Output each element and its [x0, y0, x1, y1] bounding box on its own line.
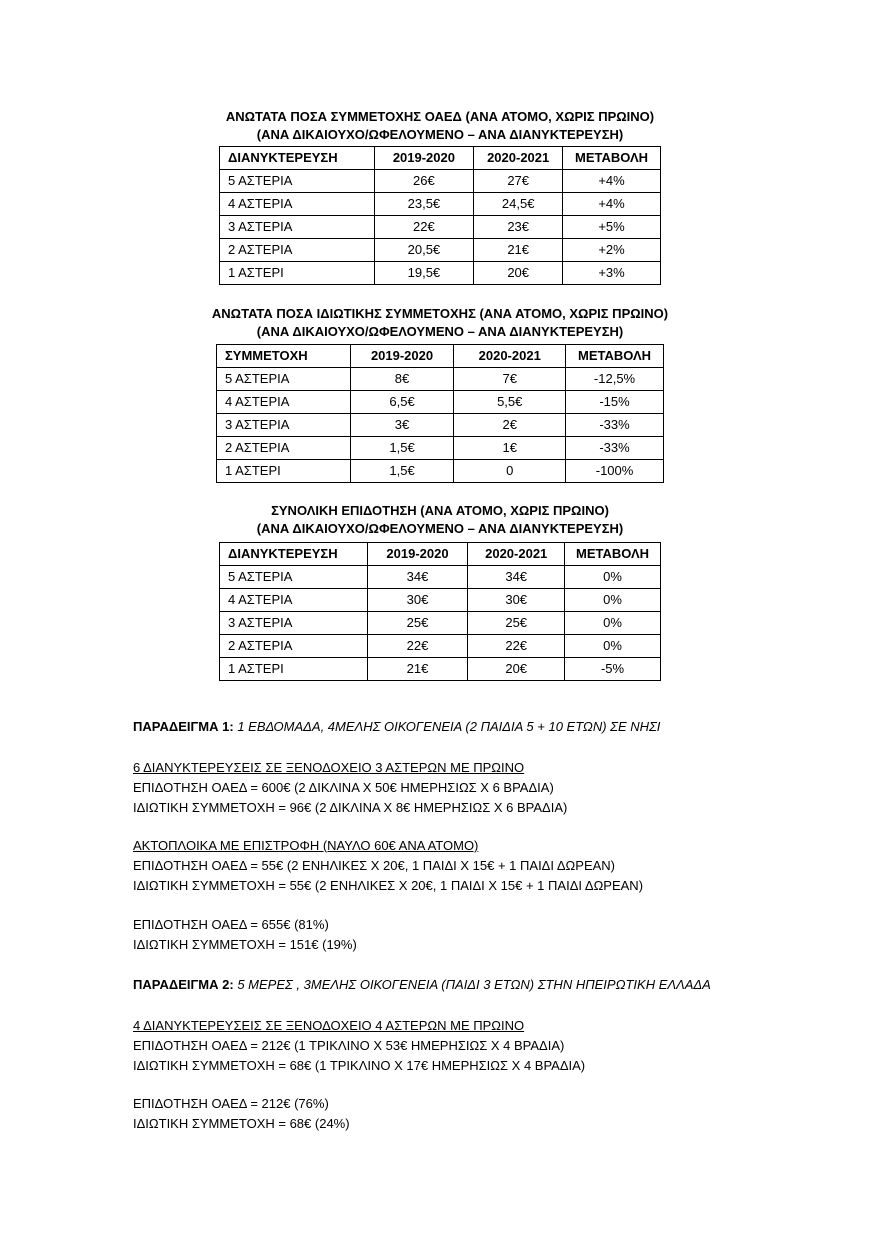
table-cell: 20€: [468, 658, 565, 681]
table-row: [220, 239, 661, 262]
example1-totals: [133, 915, 357, 955]
table-row: [220, 658, 661, 681]
example1-ferry-block: [133, 836, 643, 896]
example1-total-oaed: ΕΠΙΔΟΤΗΣΗ ΟΑΕΔ = 655€ (81%): [133, 917, 329, 932]
table1-title-line1: ΑΝΩΤΑΤΑ ΠΟΣΑ ΣΥΜΜΕΤΟΧΗΣ ΟΑΕΔ (ΑΝΑ ΑΤΟΜΟ, ΧΩΡΙΣ ΠΡΩΙΝΟ): [225, 109, 655, 124]
table-row: [220, 635, 661, 658]
table3: [219, 542, 661, 681]
example1-description: 1 ΕΒΔΟΜΑΔΑ, 4ΜΕΛΗΣ ΟΙΚΟΓΕΝΕΙΑ (2 ΠΑΙΔΙΑ 5 + 10 ΕΤΩΝ) ΣΕ ΝΗΣΙ: [237, 719, 661, 734]
example1-label: ΠΑΡΑΔΕΙΓΜΑ 1:: [133, 719, 234, 734]
table-cell: +4%: [563, 170, 661, 193]
header-cell: ΣΥΜΜΕΤΟΧΗ: [217, 345, 351, 368]
table-row: [217, 460, 664, 483]
table-cell: 24,5€: [474, 193, 563, 216]
example1-hotel-private: ΙΔΙΩΤΙΚΗ ΣΥΜΜΕΤΟΧΗ = 96€ (2 ΔΙΚΛΙΝΑ Χ 8€ ΗΜΕΡΗΣΙΩΣ Χ 6 ΒΡΑΔΙΑ): [133, 800, 568, 815]
example2-label: ΠΑΡΑΔΕΙΓΜΑ 2:: [133, 977, 234, 992]
table-cell: +3%: [563, 262, 661, 285]
table-cell: 2 ΑΣΤΕΡΙΑ: [220, 635, 368, 658]
table-cell: 34€: [367, 566, 468, 589]
table-cell: 1 ΑΣΤΕΡΙ: [220, 658, 368, 681]
table-cell: 26€: [374, 170, 474, 193]
table-row: [220, 612, 661, 635]
example1-total-private: ΙΔΙΩΤΙΚΗ ΣΥΜΜΕΤΟΧΗ = 151€ (19%): [133, 937, 357, 952]
table-cell: -100%: [566, 460, 664, 483]
example2-hotel-oaed: ΕΠΙΔΟΤΗΣΗ ΟΑΕΔ = 212€ (1 ΤΡΙΚΛΙΝΟ Χ 53€ ΗΜΕΡΗΣΙΩΣ Χ 4 ΒΡΑΔΙΑ): [133, 1038, 565, 1053]
header-cell: 2020-2021: [454, 345, 566, 368]
table-cell: 23,5€: [374, 193, 474, 216]
table-cell: 5 ΑΣΤΕΡΙΑ: [217, 368, 351, 391]
table-cell: 34€: [468, 566, 565, 589]
table-cell: 2 ΑΣΤΕΡΙΑ: [217, 437, 351, 460]
example1-ferry-private: ΙΔΙΩΤΙΚΗ ΣΥΜΜΕΤΟΧΗ = 55€ (2 ΕΝΗΛΙΚΕΣ Χ 20€, 1 ΠΑΙΔΙ Χ 15€ + 1 ΠΑΙΔΙ ΔΩΡΕΑΝ): [133, 878, 644, 893]
example1-hotel-oaed: ΕΠΙΔΟΤΗΣΗ ΟΑΕΔ = 600€ (2 ΔΙΚΛΙΝΑ Χ 50€ ΗΜΕΡΗΣΙΩΣ Χ 6 ΒΡΑΔΙΑ): [133, 780, 554, 795]
table-cell: 25€: [367, 612, 468, 635]
table-row: [217, 391, 664, 414]
header-cell: ΜΕΤΑΒΟΛΗ: [563, 147, 661, 170]
table-cell: 22€: [367, 635, 468, 658]
header-cell: ΜΕΤΑΒΟΛΗ: [566, 345, 664, 368]
table2-title: [0, 305, 880, 341]
example2-hotel-private: ΙΔΙΩΤΙΚΗ ΣΥΜΜΕΤΟΧΗ = 68€ (1 ΤΡΙΚΛΙΝΟ Χ 17€ ΗΜΕΡΗΣΙΩΣ Χ 4 ΒΡΑΔΙΑ): [133, 1058, 586, 1073]
table-cell: 20,5€: [374, 239, 474, 262]
table-row: [220, 566, 661, 589]
header-cell: 2019-2020: [374, 147, 474, 170]
table-cell: 3€: [350, 414, 454, 437]
table-cell: 1,5€: [350, 437, 454, 460]
table-cell: -33%: [566, 414, 664, 437]
header-cell: 2020-2021: [474, 147, 563, 170]
table-cell: +4%: [563, 193, 661, 216]
table3-title-line2: (ΑΝΑ ΔΙΚΑΙΟΥΧΟ/ΩΦΕΛΟΥΜΕΝΟ – ΑΝΑ ΔΙΑΝΥΚΤΕΡΕΥΣΗ): [256, 521, 624, 536]
example2-description: 5 ΜΕΡΕΣ , 3ΜΕΛΗΣ ΟΙΚΟΓΕΝΕΙΑ (ΠΑΙΔΙ 3 ΕΤΩΝ) ΣΤΗΝ ΗΠΕΙΡΩΤΙΚΗ ΕΛΛΑΔΑ: [237, 977, 711, 992]
table-cell: 1,5€: [350, 460, 454, 483]
table-cell: 21€: [367, 658, 468, 681]
table-cell: 5 ΑΣΤΕΡΙΑ: [220, 170, 375, 193]
table-cell: 8€: [350, 368, 454, 391]
table-cell: 1 ΑΣΤΕΡΙ: [220, 262, 375, 285]
header-cell: ΔΙΑΝΥΚΤΕΡΕΥΣΗ: [220, 147, 375, 170]
table-header-row: [220, 147, 661, 170]
table-cell: -15%: [566, 391, 664, 414]
example2-total-oaed: ΕΠΙΔΟΤΗΣΗ ΟΑΕΔ = 212€ (76%): [133, 1096, 329, 1111]
table-cell: +5%: [563, 216, 661, 239]
example2-heading: [133, 975, 711, 995]
table2: [216, 344, 664, 483]
table-cell: 0%: [565, 566, 661, 589]
table-row: [217, 368, 664, 391]
table-header-row: [220, 543, 661, 566]
table-row: [217, 414, 664, 437]
example1-ferry-oaed: ΕΠΙΔΟΤΗΣΗ ΟΑΕΔ = 55€ (2 ΕΝΗΛΙΚΕΣ Χ 20€, 1 ΠΑΙΔΙ Χ 15€ + 1 ΠΑΙΔΙ ΔΩΡΕΑΝ): [133, 858, 616, 873]
table-row: [220, 193, 661, 216]
header-cell: 2020-2021: [468, 543, 565, 566]
table1-title-line2: (ΑΝΑ ΔΙΚΑΙΟΥΧΟ/ΩΦΕΛΟΥΜΕΝΟ – ΑΝΑ ΔΙΑΝΥΚΤΕΡΕΥΣΗ): [256, 127, 624, 142]
table3-title: [0, 502, 880, 538]
table-cell: 1€: [454, 437, 566, 460]
table-cell: 4 ΑΣΤΕΡΙΑ: [220, 589, 368, 612]
table-cell: +2%: [563, 239, 661, 262]
table-cell: 1 ΑΣΤΕΡΙ: [217, 460, 351, 483]
table1-title: [0, 108, 880, 144]
example1-ferry-heading: ΑΚΤΟΠΛΟΙΚΑ ΜΕ ΕΠΙΣΤΡΟΦΗ (ΝΑΥΛΟ 60€ ΑΝΑ ΑΤΟΜΟ): [133, 838, 479, 853]
table-cell: 5 ΑΣΤΕΡΙΑ: [220, 566, 368, 589]
table2-title-line2: (ΑΝΑ ΔΙΚΑΙΟΥΧΟ/ΩΦΕΛΟΥΜΕΝΟ – ΑΝΑ ΔΙΑΝΥΚΤΕΡΕΥΣΗ): [256, 324, 624, 339]
example1-hotel-block: [133, 758, 567, 818]
table-cell: 6,5€: [350, 391, 454, 414]
table-row: [220, 216, 661, 239]
header-cell: 2019-2020: [350, 345, 454, 368]
example1-heading: [133, 717, 660, 737]
table-cell: 21€: [474, 239, 563, 262]
table-cell: 25€: [468, 612, 565, 635]
table-cell: 30€: [367, 589, 468, 612]
table2-title-line1: ΑΝΩΤΑΤΑ ΠΟΣΑ ΙΔΙΩΤΙΚΗΣ ΣΥΜΜΕΤΟΧΗΣ (ΑΝΑ ΑΤΟΜΟ, ΧΩΡΙΣ ΠΡΩΙΝΟ): [211, 306, 669, 321]
table-cell: 2 ΑΣΤΕΡΙΑ: [220, 239, 375, 262]
table-cell: 19,5€: [374, 262, 474, 285]
table-cell: 27€: [474, 170, 563, 193]
table3-title-line1: ΣΥΝΟΛΙΚΗ ΕΠΙΔΟΤΗΣΗ (ΑΝΑ ΑΤΟΜΟ, ΧΩΡΙΣ ΠΡΩΙΝΟ): [271, 503, 609, 518]
header-cell: ΔΙΑΝΥΚΤΕΡΕΥΣΗ: [220, 543, 368, 566]
table-cell: 3 ΑΣΤΕΡΙΑ: [220, 216, 375, 239]
table-cell: -12,5%: [566, 368, 664, 391]
example2-hotel-block: [133, 1016, 585, 1076]
table-cell: 4 ΑΣΤΕΡΙΑ: [220, 193, 375, 216]
table-cell: 30€: [468, 589, 565, 612]
table-cell: 0%: [565, 635, 661, 658]
table-cell: 3 ΑΣΤΕΡΙΑ: [220, 612, 368, 635]
table-row: [220, 170, 661, 193]
table-row: [220, 262, 661, 285]
table1: [219, 146, 661, 285]
table-cell: 0%: [565, 589, 661, 612]
table-cell: 23€: [474, 216, 563, 239]
table-cell: 20€: [474, 262, 563, 285]
table-cell: 0%: [565, 612, 661, 635]
example1-hotel-heading: 6 ΔΙΑΝΥΚΤΕΡΕΥΣΕΙΣ ΣΕ ΞΕΝΟΔΟΧΕΙΟ 3 ΑΣΤΕΡΩΝ ΜΕ ΠΡΩΙΝΟ: [133, 760, 525, 775]
table-cell: 3 ΑΣΤΕΡΙΑ: [217, 414, 351, 437]
table-cell: 2€: [454, 414, 566, 437]
table-row: [217, 437, 664, 460]
example2-total-private: ΙΔΙΩΤΙΚΗ ΣΥΜΜΕΤΟΧΗ = 68€ (24%): [133, 1116, 350, 1131]
table-cell: -5%: [565, 658, 661, 681]
table-cell: 4 ΑΣΤΕΡΙΑ: [217, 391, 351, 414]
example2-hotel-heading: 4 ΔΙΑΝΥΚΤΕΡΕΥΣΕΙΣ ΣΕ ΞΕΝΟΔΟΧΕΙΟ 4 ΑΣΤΕΡΩΝ ΜΕ ΠΡΩΙΝΟ: [133, 1018, 525, 1033]
table-header-row: [217, 345, 664, 368]
example2-totals: [133, 1094, 350, 1134]
table-cell: 0: [454, 460, 566, 483]
table-cell: 22€: [468, 635, 565, 658]
header-cell: 2019-2020: [367, 543, 468, 566]
table-cell: 22€: [374, 216, 474, 239]
table-cell: -33%: [566, 437, 664, 460]
table-cell: 7€: [454, 368, 566, 391]
table-row: [220, 589, 661, 612]
table-cell: 5,5€: [454, 391, 566, 414]
header-cell: ΜΕΤΑΒΟΛΗ: [565, 543, 661, 566]
